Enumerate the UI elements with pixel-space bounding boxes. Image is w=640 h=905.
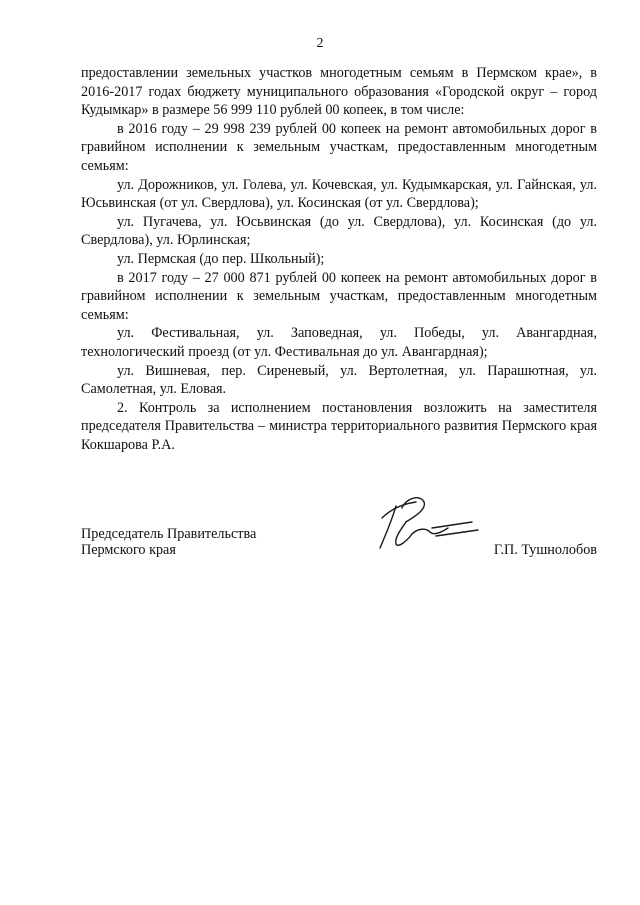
paragraph-2017-streets-1: ул. Фестивальная, ул. Заповедная, ул. Победы, ул. Авангардная, технологический проезд (от ул. Фестивальная до ул. Авангардная); <box>81 325 597 360</box>
signatory-name: Г.П. Тушнолобов <box>493 542 597 558</box>
document-body <box>81 64 597 454</box>
paragraph-2016-streets-2: ул. Пугачева, ул. Юсьвинская (до ул. Свердлова), ул. Косинская (до ул. Свердлова), ул. Юрлинская; <box>81 213 597 249</box>
paragraph-2016-funding: в 2016 году – 29 998 239 рублей 00 копеек на ремонт автомобильных дорог в гравийном исполнении к земельным участкам, предоставленным многодетным семьям: <box>81 120 597 174</box>
signatory-title-line2: Пермского края <box>81 542 176 558</box>
signatory-title-line1: Председатель Правительства <box>81 526 257 542</box>
paragraph-2017-funding: в 2017 году – 27 000 871 рублей 00 копеек на ремонт автомобильных дорог в гравийном исполнении к земельным участкам, предоставленным многодетным семьям: <box>81 269 597 323</box>
paragraph-2016-streets-3: ул. Пермская (до пер. Школьный); <box>117 250 325 267</box>
paragraph-intro-continuation: предоставлении земельных участков многодетным семьям в Пермском крае», в 2016-2017 годах бюджету муниципального образования «Городской округ – город Кудымкар» в размере 56 999 110 рублей 00 копеек, в том числе: <box>81 65 597 119</box>
paragraph-2017-streets-2: ул. Вишневая, пер. Сиреневый, ул. Вертолетная, ул. Парашютная, ул. Самолетная, ул. Еловая. <box>81 362 597 398</box>
paragraph-control-clause: 2. Контроль за исполнением постановления возложить на заместителя председателя Правительства – министра территориального развития Пермского края Кокшарова Р.А. <box>81 399 597 453</box>
signatory-title <box>81 526 341 558</box>
handwritten-signature <box>372 488 482 558</box>
page-number: 2 <box>316 36 324 51</box>
paragraph-2016-streets-1: ул. Дорожников, ул. Голева, ул. Кочевская, ул. Кудымкарская, ул. Гайнская, ул. Юсьвинская (от ул. Свердлова), ул. Косинская (от ул. Свердлова); <box>81 176 597 212</box>
